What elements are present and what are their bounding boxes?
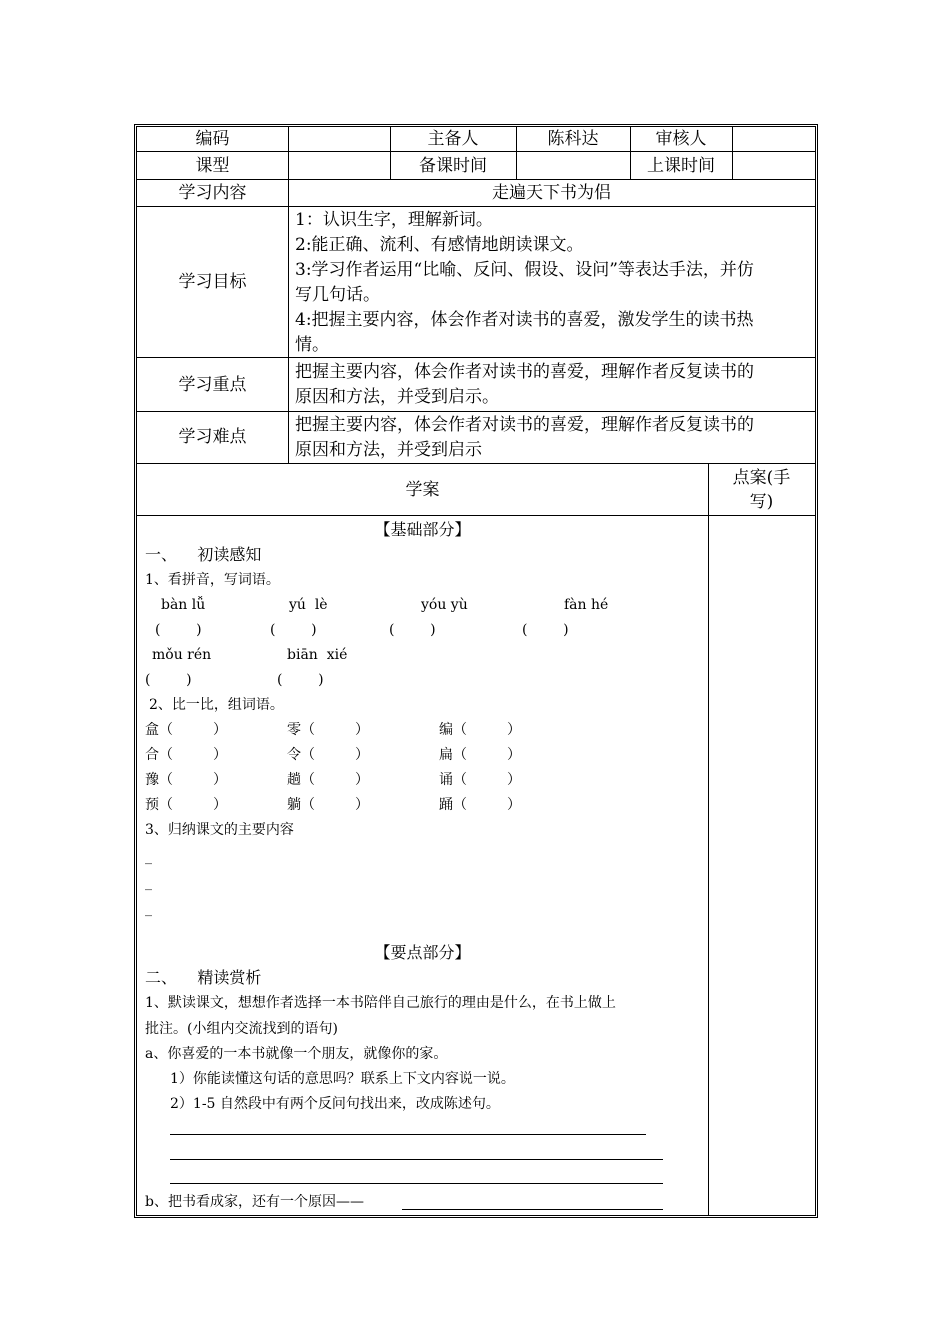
- notes-label: 点案(手: [732, 468, 791, 488]
- row-divider: [137, 411, 815, 412]
- goal-line: 3:学习作者运用“比喻、反问、假设、设问”等表达手法，并仿: [295, 260, 754, 280]
- answer-blank: ( ): [277, 672, 324, 688]
- difficulties-line: 原因和方法，并受到启示: [295, 440, 482, 460]
- key-section-title: 二、 精读赏析: [145, 968, 262, 987]
- pinyin: biān xié: [287, 647, 348, 663]
- row-divider: [137, 151, 815, 152]
- plan-label: 学案: [405, 480, 440, 500]
- answer-underline: [170, 1183, 663, 1184]
- basic-section-title: 一、 初读感知: [145, 545, 262, 564]
- goal-line: 2:能正确、流利、有感情地朗读课文。: [295, 235, 584, 255]
- answer-blank: ( ): [389, 622, 436, 638]
- compare-item: 令（ ）: [287, 747, 370, 763]
- class-time-label: 上课时间: [647, 156, 715, 176]
- row-divider: [137, 463, 815, 464]
- compare-item: 预（ ）: [145, 797, 228, 813]
- answer-blank: ( ): [155, 622, 202, 638]
- key-question-1: 1、默读课文，想想作者选择一本书陪伴自己旅行的理由是什么，在书上做上: [145, 995, 616, 1011]
- compare-item: 盒（ ）: [145, 722, 228, 738]
- difficulties-label: 学习难点: [178, 427, 247, 447]
- answer-line: _: [145, 875, 152, 891]
- key-points-line: 原因和方法，并受到启示。: [295, 387, 499, 407]
- preparer-value: 陈科达: [547, 129, 599, 149]
- compare-item: 合（ ）: [145, 747, 228, 763]
- pinyin: yóu yù: [421, 597, 468, 613]
- goal-line: 情。: [295, 335, 329, 355]
- key-heading: 【要点部分】: [374, 943, 471, 962]
- key-points-label: 学习重点: [178, 375, 247, 395]
- row-divider: [137, 515, 815, 516]
- pinyin: fàn hé: [564, 597, 609, 613]
- compare-item: 趟（ ）: [287, 772, 370, 788]
- compare-item: 豫（ ）: [145, 772, 228, 788]
- col-divider: [708, 463, 709, 1215]
- key-question-1-cont: 批注。(小组内交流找到的语句): [145, 1021, 338, 1037]
- key-item-a: a、你喜爱的一本书就像一个朋友，就像你的家。: [145, 1046, 448, 1062]
- row-divider: [137, 357, 815, 358]
- col-divider: [288, 127, 289, 463]
- pinyin: mǒu rén: [152, 647, 212, 663]
- compare-item: 编（ ）: [439, 722, 522, 738]
- answer-line: _: [145, 849, 152, 865]
- lesson-plan-table: [134, 124, 818, 1218]
- compare-item: 躺（ ）: [287, 797, 370, 813]
- compare-item: 零（ ）: [287, 722, 370, 738]
- reviewer-label: 审核人: [655, 129, 707, 149]
- pinyin: yú lè: [289, 597, 328, 613]
- answer-underline: [170, 1134, 646, 1135]
- key-sub-1: 1）你能读懂这句话的意思吗？联系上下文内容说一说。: [170, 1071, 515, 1087]
- pinyin: bàn lǚ: [161, 597, 206, 613]
- preparer-label: 主备人: [427, 129, 479, 149]
- key-sub-2: 2）1-5 自然段中有两个反问句找出来，改成陈述句。: [170, 1096, 500, 1112]
- answer-line: _: [145, 901, 152, 917]
- question-1: 1、看拼音，写词语。: [145, 572, 280, 588]
- notes-label: 写): [749, 492, 774, 512]
- prep-time-label: 备课时间: [419, 156, 487, 176]
- goals-label: 学习目标: [178, 272, 247, 292]
- goal-line: 1：认识生字，理解新词。: [295, 210, 493, 230]
- answer-underline: [170, 1159, 663, 1160]
- code-label: 编码: [195, 129, 230, 149]
- answer-underline: [402, 1209, 663, 1210]
- content-value: 走遍天下书为侣: [492, 183, 611, 203]
- key-points-line: 把握主要内容，体会作者对读书的喜爱，理解作者反复读书的: [295, 362, 754, 382]
- goal-line: 4:把握主要内容，体会作者对读书的喜爱，激发学生的读书热: [295, 310, 754, 330]
- compare-item: 扁（ ）: [439, 747, 522, 763]
- goal-line: 写几句话。: [295, 285, 380, 305]
- key-item-b: b、把书看成家，还有一个原因——: [145, 1194, 364, 1210]
- row-divider: [137, 206, 815, 207]
- difficulties-line: 把握主要内容，体会作者对读书的喜爱，理解作者反复读书的: [295, 415, 754, 435]
- answer-blank: ( ): [522, 622, 569, 638]
- answer-blank: ( ): [270, 622, 317, 638]
- question-2: 2、比一比，组词语。: [149, 697, 284, 713]
- compare-item: 踊（ ）: [439, 797, 522, 813]
- row-divider: [137, 179, 815, 180]
- type-label: 课型: [195, 156, 230, 176]
- content-label: 学习内容: [178, 183, 247, 203]
- question-3: 3、归纳课文的主要内容: [145, 822, 294, 838]
- compare-item: 诵（ ）: [439, 772, 522, 788]
- basic-heading: 【基础部分】: [374, 520, 471, 539]
- col-divider: [732, 127, 733, 179]
- answer-blank: ( ): [145, 672, 192, 688]
